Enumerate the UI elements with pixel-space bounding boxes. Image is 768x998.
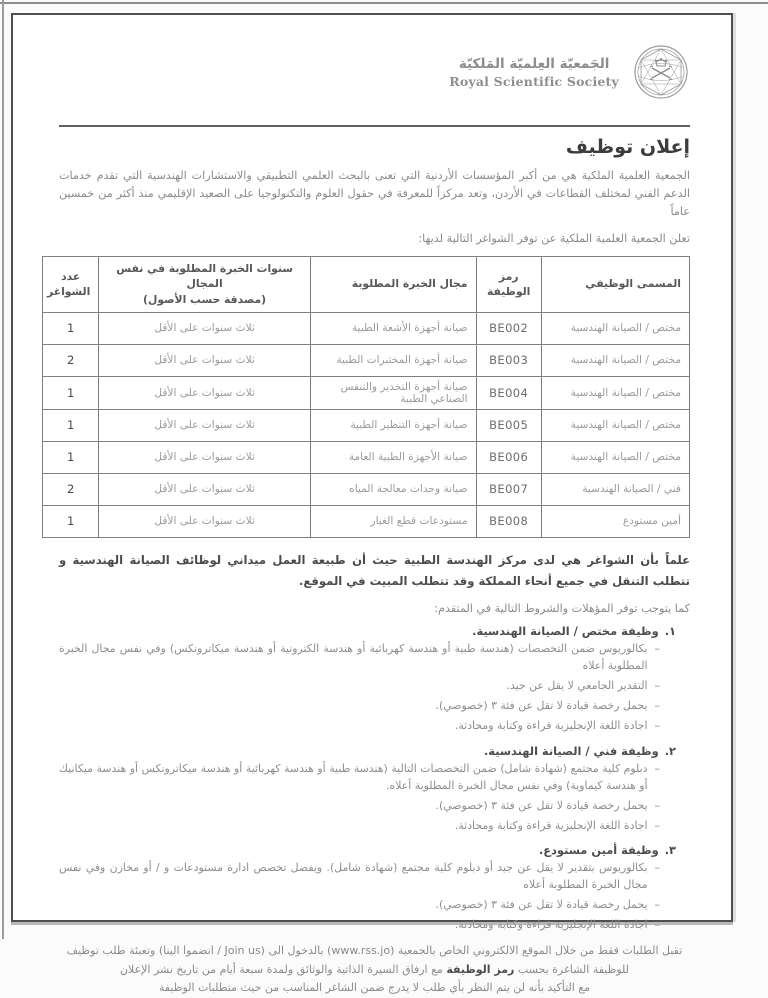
vacancy-count-cell: 1	[43, 441, 99, 473]
requirement-section-heading	[59, 744, 676, 758]
requirement-bullet	[59, 761, 690, 795]
disclaimer-line: مع التأكيد بأنه لن يتم النظر بأي طلب لا يدرج ضمن الشاغر المناسب من حيث متطلبات الوظيفة	[158, 981, 591, 995]
experience-years-cell: ثلاث سنوات على الأقل	[99, 376, 311, 409]
experience-years-cell: ثلاث سنوات على الأقل	[99, 441, 311, 473]
job-title-cell: مختص / الصيانة الهندسية	[541, 376, 689, 409]
vacancy-count-cell: 1	[43, 409, 99, 441]
job-code-cell: BE004	[476, 376, 541, 409]
bullet-dash: –	[654, 718, 660, 732]
requirements-list	[59, 624, 690, 934]
bullet-text: اجادة اللغة الإنجليزية قراءة وكتابة ومحادثة.	[454, 918, 648, 932]
experience-field-cell: صيانة أجهزة المختبرات الطبية	[310, 344, 476, 376]
table-row	[43, 312, 690, 344]
table-row	[43, 473, 690, 505]
intro-paragraph: الجمعية العلمية الملكية هي من أكبر المؤسسات الأردنية التي تعنى بالبحث العلمي التطبيقي والاستشارات الهندسية التي تقدم خدمات الدعم الفني لمختلف القطاعات في الأردن، وتعد مركزاً للمعرفة في حقول العلوم والتكنولوجيا على الصعيد الإقليمي منذ أكثر من خمسين عاماً	[59, 169, 690, 218]
job-title-cell: مختص / الصيانة الهندسية	[541, 409, 689, 441]
requirement-bullet	[59, 718, 690, 735]
experience-field-cell: صيانة وحدات معالجة المياه	[310, 473, 476, 505]
section-title: وظيفة أمين مستودع.	[538, 843, 659, 858]
vacancy-count-cell: 2	[43, 344, 99, 376]
header-experience-field: مجال الخبرة المطلوبة	[310, 256, 476, 312]
bullet-text: بكالوريوس ضمن التخصصات (هندسة طبية أو هندسة كهربائية أو هندسة الكترونية أو هندسة ميكاترونكس) وفي نفس مجال الخبرة المطلوبة أعلاه	[59, 642, 648, 673]
org-name-english: Royal Scientific Society	[449, 73, 619, 89]
job-code-cell: BE003	[476, 344, 541, 376]
vacancy-count-cell: 2	[43, 473, 99, 505]
vacancy-count-cell: 1	[43, 312, 99, 344]
experience-years-cell: ثلاث سنوات على الأقل	[99, 409, 311, 441]
experience-years-cell: ثلاث سنوات على الأقل	[99, 344, 311, 376]
job-code-cell: BE008	[476, 505, 541, 537]
bullet-text: اجادة اللغة الإنجليزية قراءة وكتابة ومحادثة.	[454, 818, 648, 832]
section-title: وظيفة مختص / الصيانة الهندسية.	[472, 624, 659, 639]
table-row	[43, 409, 690, 441]
bullet-text: يحمل رخصة قيادة لا تقل عن فئة ٣ (خصوصي).	[435, 898, 648, 912]
requirement-bullet	[59, 818, 690, 835]
requirement-bullet	[59, 641, 690, 675]
experience-field-cell: صيانة أجهزة التنظير الطبية	[310, 409, 476, 441]
bullet-dash: –	[654, 761, 660, 775]
experience-years-cell: ثلاث سنوات على الأقل	[99, 473, 311, 505]
job-title-cell: أمين مستودع	[541, 505, 689, 537]
vacancy-count-cell: 1	[43, 376, 99, 409]
org-name-arabic: الجَمعيّة العِلميّة المَلكيّة	[458, 55, 610, 72]
application-instructions	[59, 942, 690, 998]
job-title-cell: فني / الصيانة الهندسية	[541, 473, 689, 505]
requirement-bullet	[59, 678, 690, 695]
vacancy-count-cell: 1	[43, 505, 99, 537]
bullet-text: يحمل رخصة قيادة لا تقل عن فئة ٣ (خصوصي).	[435, 798, 648, 812]
requirement-section-heading	[59, 624, 676, 638]
bullet-dash: –	[654, 679, 660, 693]
requirement-bullet	[59, 917, 690, 934]
requirement-bullet	[59, 897, 690, 914]
bullet-dash: –	[654, 798, 660, 812]
requirement-section-heading	[59, 843, 676, 857]
table-header-row	[43, 256, 690, 312]
bullet-dash: –	[654, 699, 660, 713]
job-code-cell: BE002	[476, 312, 541, 344]
section-number: ١.	[664, 624, 676, 639]
experience-field-cell: صيانة أجهزة التخدير والتنفس الصناعي الطبية	[310, 376, 476, 409]
experience-years-cell: ثلاث سنوات على الأقل	[99, 505, 311, 537]
rss-crest-logo-icon	[632, 42, 690, 102]
document-page	[11, 13, 733, 995]
job-code-cell: BE007	[476, 473, 541, 505]
bullet-text: بكالوريوس بتقدير لا يقل عن جيد أو دبلوم كلية مجتمع (شهادة شامل). ويفضل تخصص ادارة مستودعات و / أو مخازن وفي نفس مجال الخبرة المطلوبة أعلاه	[59, 861, 648, 892]
table-row	[43, 344, 690, 376]
bullet-text: اجادة اللغة الإنجليزية قراءة وكتابة ومحادثة.	[454, 718, 648, 732]
bullet-text: التقدير الجامعي لا يقل عن جيد.	[506, 679, 648, 693]
job-code-cell: BE005	[476, 409, 541, 441]
requirement-bullet	[59, 798, 690, 815]
job-title-cell: مختص / الصيانة الهندسية	[541, 441, 689, 473]
vacancies-lead: تعلن الجمعية العلمية الملكية عن توفر الشواغر التالية لديها:	[418, 231, 690, 245]
bullet-dash: –	[654, 642, 660, 656]
page-title: إعلان توظيف	[565, 136, 690, 158]
header-job-title: المسمى الوظيفي	[541, 256, 689, 312]
header-divider	[59, 125, 690, 127]
bullet-text: دبلوم كلية مجتمع (شهادة شامل) ضمن التخصصات التالية (هندسة طبية أو هندسة كهربائية أو هندسة ميكاترونكس أو هندسة ميكانيك أو هندسة كيماوية) وفي نفس مجال الخبرة المطلوبة أعلاه.	[59, 761, 648, 792]
requirement-bullet	[59, 698, 690, 715]
table-row	[43, 505, 690, 537]
experience-years-cell: ثلاث سنوات على الأقل	[99, 312, 311, 344]
application-paragraph	[59, 942, 690, 979]
table-row	[43, 441, 690, 473]
bullet-text: يحمل رخصة قيادة لا تقل عن فئة ٣ (خصوصي).	[435, 699, 648, 713]
section-title: وظيفة فني / الصيانة الهندسية.	[483, 743, 659, 758]
experience-field-cell: مستودعات قطع الغيار	[310, 505, 476, 537]
bullet-dash: –	[654, 861, 660, 875]
section-number: ٣.	[664, 843, 676, 858]
field-work-note: علماً بأن الشواغر هي لدى مركز الهندسة الطبية حيث أن طبيعة العمل ميداني لوظائف الصيانة الهندسية و تتطلب التنقل في جميع أنحاء المملكة وقد تتطلب المبيت في الموقع.	[59, 552, 690, 588]
experience-field-cell: صيانة أجهزة الأشعة الطبية	[310, 312, 476, 344]
job-title-cell: مختص / الصيانة الهندسية	[541, 312, 689, 344]
org-names	[449, 56, 619, 89]
scan-edge-top	[0, 2, 768, 4]
letterhead	[59, 40, 690, 104]
application-text-post: مع ارفاق السيرة الذاتية والوثائق ولمدة سبعة أيام من تاريخ نشر الإعلان	[119, 962, 447, 976]
header-job-code: رمز الوظيفة	[476, 256, 541, 312]
vacancies-table	[42, 256, 690, 538]
table-row	[43, 376, 690, 409]
qualifications-lead: كما يتوجب توفر المؤهلات والشروط التالية في المتقدم:	[434, 602, 690, 616]
application-text-pre: تقبل الطلبات فقط من خلال الموقع الالكتروني الخاص بالجمعية (www.rss.jo) بالدخول الى (Join us / انضموا الينا) وتعبئة طلب توظيف للوظيفة الشاغرة بحسب	[66, 943, 683, 976]
header-experience-years: سنوات الخبرة المطلوبة في نفس المجال (مصدقة حسب الأصول)	[99, 256, 311, 312]
job-code-cell: BE006	[476, 441, 541, 473]
bullet-dash: –	[654, 818, 660, 832]
experience-field-cell: صيانة الأجهزة الطبية العامة	[310, 441, 476, 473]
scan-edge-left	[2, 0, 4, 939]
job-title-cell: مختص / الصيانة الهندسية	[541, 344, 689, 376]
job-code-emphasis: رمز الوظيفة	[446, 962, 515, 976]
requirement-bullet	[59, 860, 690, 894]
vacancies-tbody	[43, 312, 690, 537]
section-number: ٢.	[664, 743, 676, 758]
bullet-dash: –	[654, 898, 660, 912]
header-vacancy-count: عدد الشواغر	[43, 256, 99, 312]
bullet-dash: –	[654, 918, 660, 932]
